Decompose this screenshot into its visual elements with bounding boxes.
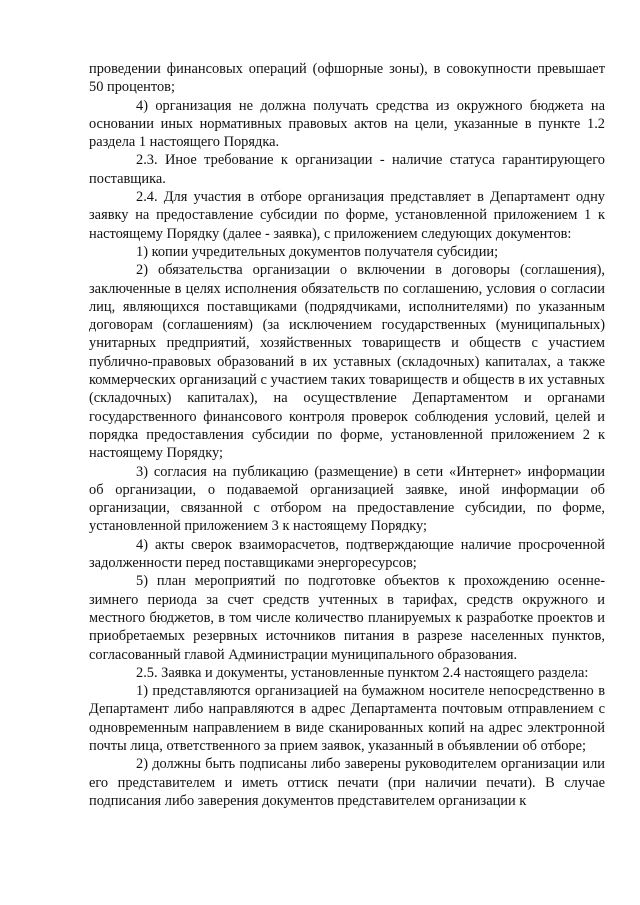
paragraph-2-4: 2.4. Для участия в отборе организация представляет в Департамент одну заявку на предоставление субсидии по форме, установленной приложением 1 к настоящему Порядку (далее - заявка), с приложением следующих документов: bbox=[89, 189, 605, 242]
paragraph-2-4-item-5: 5) план мероприятий по подготовке объектов к прохождению осенне-зимнего периода за счет средств учтенных в тарифах, средств окружного и местного бюджетов, в том числе количество планируемых к разработке проектов и приобретаемых резервных источников питания в разрезе населенных пунктов, согласованный главой Администрации муниципального образования. bbox=[89, 573, 605, 663]
paragraph-2-4-item-4: 4) акты сверок взаиморасчетов, подтверждающие наличие просроченной задолженности перед поставщиками энергоресурсов; bbox=[89, 536, 605, 572]
paragraph-2-3: 2.3. Иное требование к организации - наличие статуса гарантирующего поставщика. bbox=[89, 152, 605, 187]
paragraph-2-4-item-3: 3) согласия на публикацию (размещение) в сети «Интернет» информации об организации, о подаваемой организацией заявке, иной информации об организации, связанной с отбором на предоставление субсидии, по форме, установленной приложением 3 к настоящему Порядку; bbox=[89, 463, 605, 535]
paragraph-2-5: 2.5. Заявка и документы, установленные пунктом 2.4 настоящего раздела: bbox=[136, 664, 589, 681]
paragraph-2-5-item-1: 1) представляются организацией на бумажном носителе непосредственно в Департамент либо направляются в адрес Департамента почтовым отправлением с одновременным направлением в виде сканированных копий на адрес электронной почты лица, ответственного за прием заявок, указанный в объявлении об отборе; bbox=[89, 683, 605, 754]
document-page bbox=[89, 60, 605, 810]
paragraph-2-4-item-1: 1) копии учредительных документов получателя субсидии; bbox=[136, 243, 499, 260]
paragraph-continuation: проведении финансовых операций (офшорные зоны), в совокупности превышает 50 процентов; bbox=[89, 61, 605, 96]
paragraph-2-4-item-2: 2) обязательства организации о включении в договоры (соглашения), заключенные в целях исполнения обязательств по соглашению, условия о согласии лиц, являющихся поставщиками (подрядчиками, исполнителями) по указанным договорам (соглашениям) (за исключением государственных (муниципальных) унитарных предприятий, хозяйственных товариществ и обществ с участием публично-правовых образований в их уставных (складочных) капиталах, а также коммерческих организаций с участием таких товариществ и обществ в их уставных (складочных) капиталах), на осуществление Департаментом и органами государственного финансового контроля проверок соблюдения условий, целей и порядка предоставления субсидии по форме, установленной приложением 2 к настоящему Порядку; bbox=[89, 262, 605, 462]
paragraph-2-5-item-2: 2) должны быть подписаны либо заверены руководителем организации или его представителем и иметь оттиск печати (при наличии печати). В случае подписания либо заверения документов представителем организации к bbox=[89, 756, 605, 809]
paragraph-item-4: 4) организация не должна получать средства из окружного бюджета на основании иных нормативных правовых актов на цели, указанные в пункте 1.2 раздела 1 настоящего Порядка. bbox=[89, 97, 605, 151]
